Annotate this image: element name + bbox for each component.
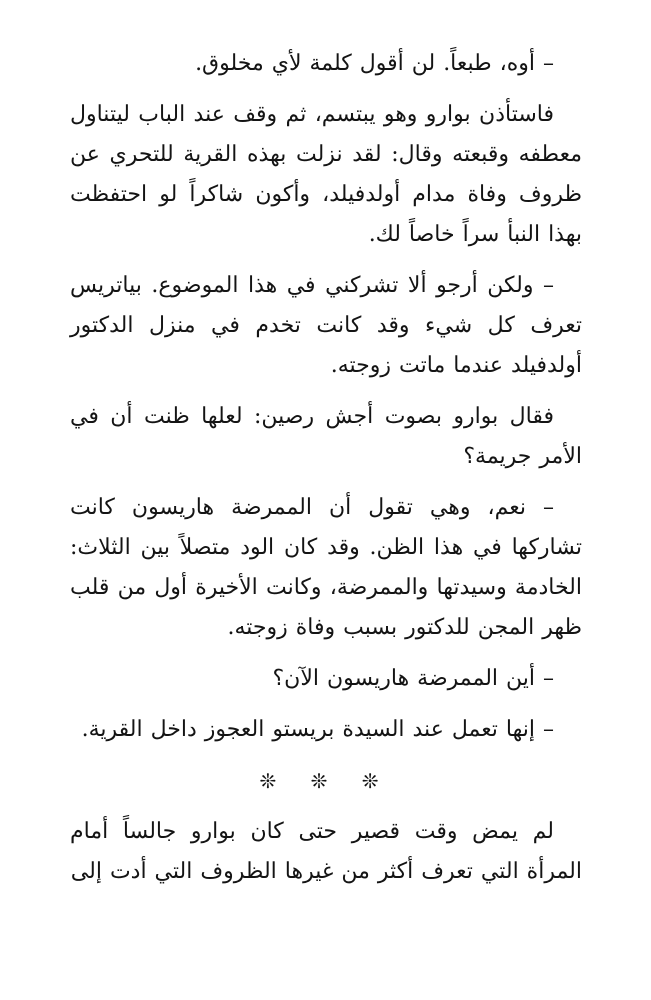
paragraph-3: – ولكن أرجو ألا تشركني في هذا الموضوع. بياتريس تعرف كل شيء وقد كانت تخدم في منزل الدكتور أولدفيلد عندما ماتت زوجته. xyxy=(70,273,582,378)
paragraph-2: فاستأذن بوارو وهو يبتسم، ثم وقف عند الباب ليتناول معطفه وقبعته وقال: لقد نزلت بهذه القرية للتحري عن ظروف وفاة مدام أولدفيلد، وأكون شاكراً لو احتفظت بهذا النبأ سراً خاصاً لك. xyxy=(70,102,582,247)
closing-paragraph: لم يمض وقت قصير حتى كان بوارو جالساً أمام المرأة التي تعرف أكثر من غيرها الظروف التي أدت إلى xyxy=(70,819,582,884)
paragraph-7: – إنها تعمل عند السيدة بريستو العجوز داخل القرية. xyxy=(81,717,554,742)
paragraph-5: – نعم، وهي تقول أن الممرضة هاريسون كانت تشاركها في هذا الظن. وقد كان الود متصلاً بين الثلاث: الخادمة وسيدتها والممرضة، وكانت الأخيرة أول من قلب ظهر المجن للدكتور بسبب وفاة زوجته. xyxy=(70,495,582,640)
book-page xyxy=(70,44,582,903)
paragraph-1: – أوه، طبعاً. لن أقول كلمة لأي مخلوق. xyxy=(195,51,554,76)
section-separator: ❊ ❊ ❊ xyxy=(259,769,393,793)
paragraph-4: فقال بوارو بصوت أجش رصين: لعلها ظنت أن في الأمر جريمة؟ xyxy=(70,404,582,469)
paragraph-6: – أين الممرضة هاريسون الآن؟ xyxy=(272,666,554,691)
